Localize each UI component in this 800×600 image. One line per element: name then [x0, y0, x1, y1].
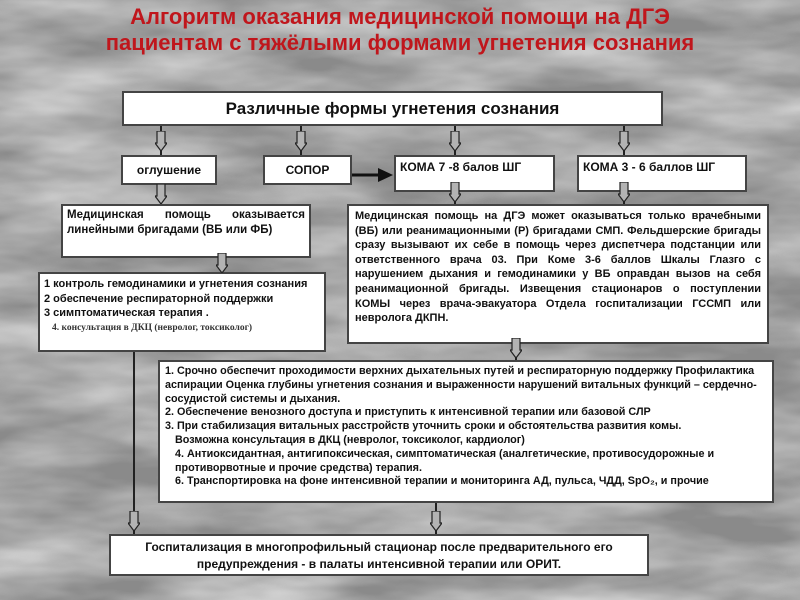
title-line-2: пациентам с тяжёлыми формами угнетения сознания [105, 30, 695, 55]
center-step-4: 4. Антиоксидантная, антигипоксическая, симптоматическая (аналгетические, противосудорожные и противорвотные и прочие средства) терапия. [175, 447, 715, 474]
left-care-box: Медицинская помощь оказывается линейными бригадами (ВБ или ФБ) [61, 204, 311, 258]
left-steps-box [38, 272, 326, 352]
down-arrow-icon [295, 131, 307, 151]
down-arrow-icon [449, 131, 461, 151]
down-arrow-icon [216, 253, 228, 273]
down-arrow-icon [155, 131, 167, 151]
down-arrow-icon [618, 182, 630, 202]
down-arrow-icon [510, 338, 522, 358]
center-step-2: 2. Обеспечение венозного доступа и приступить к интенсивной терапии или базовой СЛР [165, 406, 651, 419]
header-box: Различные формы угнетения сознания [122, 91, 663, 126]
title-line-1: Алгоритм оказания медицинской помощи на ДГЭ [130, 4, 670, 29]
center-step-1: 1. Срочно обеспечит проходимости верхних дыхательных путей и респираторную поддержку Профилактика аспирации Оценка глубины угнетения сознания и выраженности нарушений витальных функций – сердечно-сосудистой системы и дыхания. [165, 365, 757, 405]
down-arrow-icon [128, 511, 140, 531]
left-step-3: 3 симптоматическая терапия . [44, 307, 209, 319]
left-step-1: 1 контроль гемодинамики и угнетения сознания [44, 278, 308, 290]
down-arrow-icon [430, 511, 442, 531]
form-oglushenie: оглушение [121, 155, 217, 185]
form-koma-3-6: КОМА 3 - 6 баллов ШГ [577, 155, 747, 192]
form-sopor: СОПОР [263, 155, 352, 185]
center-steps-box [158, 360, 774, 503]
center-step-3-note: Возможна консультация в ДКЦ (невролог, токсиколог, кардиолог) [175, 433, 525, 446]
left-step-2: 2 обеспечение респираторной поддержки [44, 292, 274, 305]
center-step-3: 3. При стабилизация витальных расстройств уточнить сроки и обстоятельства развития комы. [165, 420, 682, 433]
left-step-4: 4. консультация в ДКЦ (невролог, токсиколог) [52, 322, 253, 333]
down-arrow-icon [155, 184, 167, 204]
right-care-box: Медицинская помощь на ДГЭ может оказываться только врачебными (ВБ) или реанимационными (Р) бригадами СМП. Фельдшерские бригады сразу вызывают их себе в помощь через диспетчера подстанции или ответственного врача 03. При Коме 3-6 баллов Шкалы Глазго с нарушением дыхания и гемодинамики у ВБ оправдан вызов на себя реанимационной бригады. Извещения стационаров о поступлении КОМЫ через врача-эвакуатора Отдела госпитализации ГССМП или невролога ДКПН. [347, 204, 769, 344]
center-step-6: 6. Транспортировка на фоне интенсивной терапии и мониторинга АД, пульса, ЧДД, SpO₂, и прочие [175, 475, 709, 488]
down-arrow-icon [449, 182, 461, 202]
page-title [0, 4, 800, 56]
hospitalization-box: Госпитализация в многопрофильный стационар после предварительного его предупреждения - в палаты интенсивной терапии или ОРИТ. [109, 534, 649, 576]
form-koma-7-8: КОМА 7 -8 балов ШГ [394, 155, 555, 192]
down-arrow-icon [618, 131, 630, 151]
